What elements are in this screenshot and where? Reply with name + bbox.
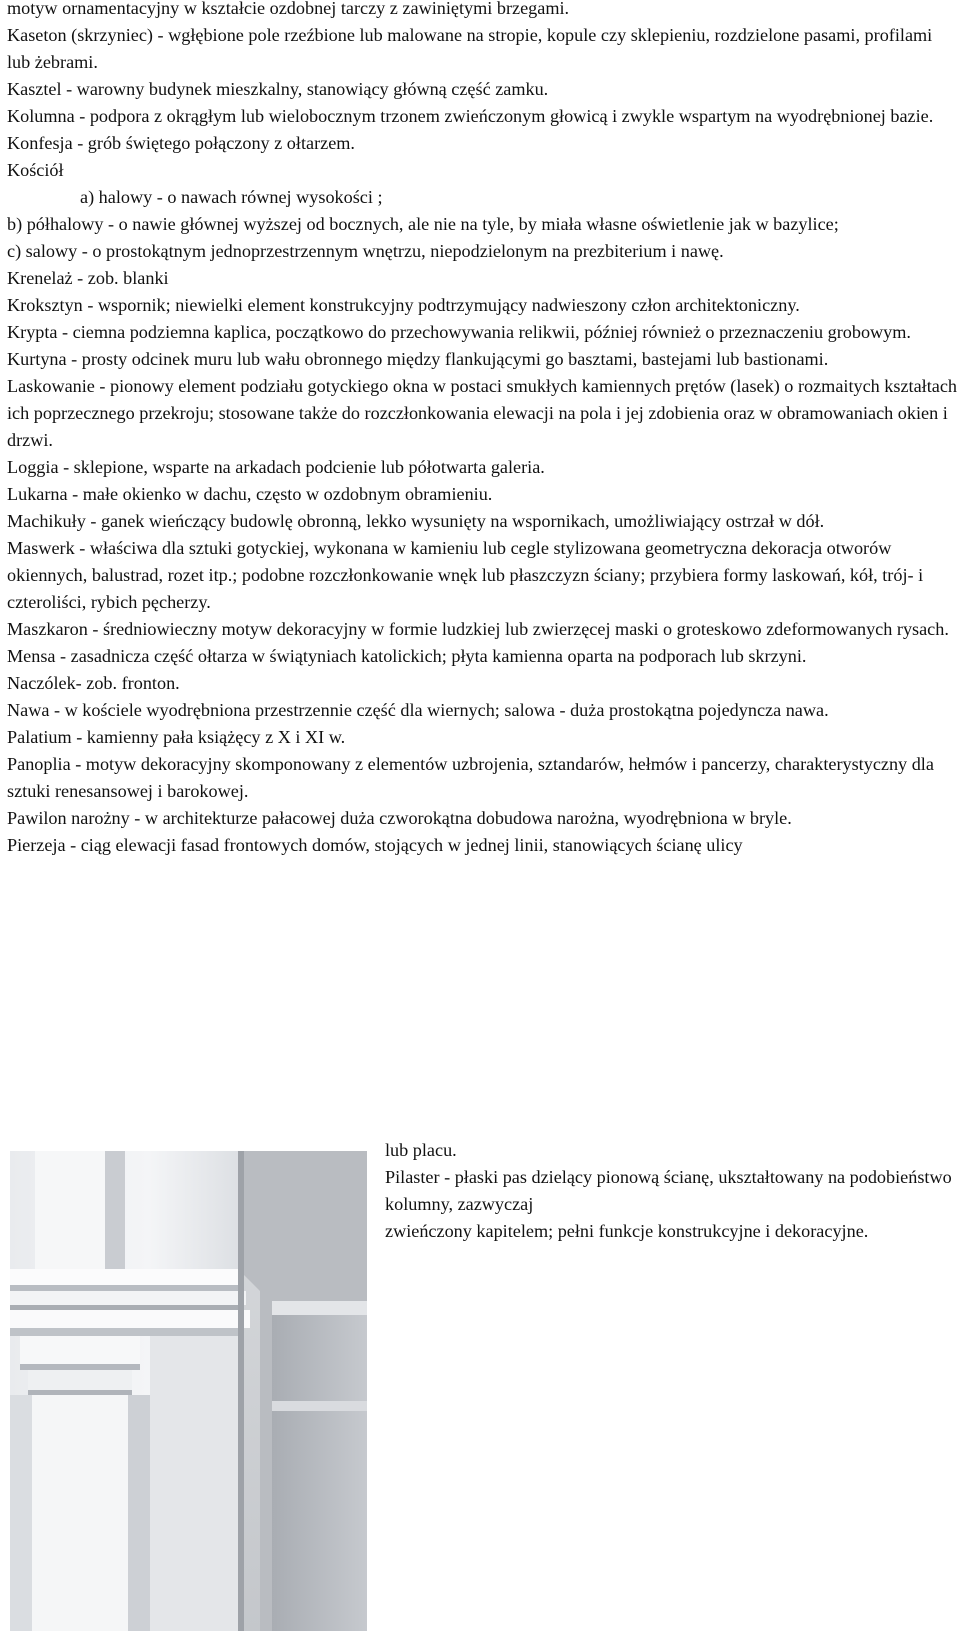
entry-pawilon-narozny: Pawilon narożny - w architekturze pałacowej duża czworokątna dobudowa narożna, wyodrębniona w bryle. bbox=[7, 808, 792, 828]
entry-naczolek: Naczólek- zob. fronton. bbox=[7, 673, 180, 693]
entry-machikuly: Machikuły - ganek wieńczący budowlę obronną, lekko wysunięty na wspornikach, umożliwiający ostrzał w dół. bbox=[7, 511, 825, 531]
entry-maszkaron: Maszkaron - średniowieczny motyw dekoracyjny w formie ludzkiej lub zwierzęcej maski o groteskowo zdeformowanych rysach. bbox=[7, 619, 949, 639]
entry-kosciol-salowy: c) salowy - o prostokątnym jednoprzestrzennym wnętrzu, niepodzielonym na prezbiterium i nawę. bbox=[7, 241, 724, 261]
entry-mensa: Mensa - zasadnicza część ołtarza w świątyniach katolickich; płyta kamienna oparta na podporach lub skrzyni. bbox=[7, 646, 807, 666]
entry-lukarna: Lukarna - małe okienko w dachu, często w ozdobnym obramieniu. bbox=[7, 484, 493, 504]
entry-kroksztyn: Kroksztyn - wspornik; niewielki element konstrukcyjny podtrzymujący nadwieszony człon architektoniczny. bbox=[7, 295, 800, 315]
glossary-text bbox=[7, 0, 957, 859]
entry-krypta: Krypta - ciemna podziemna kaplica, początkowo do przechowywania relikwii, później również o przeznaczeniu grobowym. bbox=[7, 322, 911, 342]
entry-kosciol-polhalowy: b) półhalowy - o nawie głównej wyższej od bocznych, ale nie na tyle, by miała własne oświetlenie jak w bazylice; bbox=[7, 214, 839, 234]
entry-kasztel: Kasztel - warowny budynek mieszkalny, stanowiący główną część zamku. bbox=[7, 79, 549, 99]
entry-pilaster-part1: Pilaster - płaski pas dzielący pionową ścianę, ukształtowany na podobieństwo kolumny, zazwyczaj bbox=[385, 1167, 952, 1214]
entry-pierzeja: Pierzeja - ciąg elewacji fasad frontowych domów, stojących w jednej linii, stanowiących ścianę ulicy bbox=[7, 835, 743, 855]
entry-kosciol-halowy: a) halowy - o nawach równej wysokości ; bbox=[80, 187, 383, 207]
entry-loggia: Loggia - sklepione, wsparte na arkadach podcienie lub półotwarta galeria. bbox=[7, 457, 545, 477]
entry-kurtyna: Kurtyna - prosty odcinek muru lub wału obronnego między flankującymi go basztami, bastejami lub bastionami. bbox=[7, 349, 829, 369]
entry-konfesja: Konfesja - grób świętego połączony z ołtarzem. bbox=[7, 133, 355, 153]
entry-maswerk: Maswerk - właściwa dla sztuki gotyckiej, wykonana w kamieniu lub cegle stylizowana geometryczna dekoracja otworów okiennych, balustrad, rozet itp.; podobne rozczłonkowanie wnęk lub płaszczyzn ściany; przybiera formy laskowań, kół, trój- i czteroliści, rybich pęcherzy. bbox=[7, 538, 924, 612]
entry-kolumna: Kolumna - podpora z okrągłym lub wielobocznym trzonem zwieńczonym głowicą i zwykle wspartym na wyodrębnionej bazie. bbox=[7, 106, 934, 126]
entry-panoplia: Panoplia - motyw dekoracyjny skomponowany z elementów uzbrojenia, sztandarów, hełmów i pancerzy, charakterystyczny dla sztuki renesansowej i barokowej. bbox=[7, 754, 934, 801]
entry-nawa: Nawa - w kościele wyodrębniona przestrzennie część dla wiernych; salowa - duża prostokątna pojedyncza nawa. bbox=[7, 700, 829, 720]
entry-pierzeja-tail: lub placu. bbox=[385, 1140, 457, 1160]
entry-pilaster-part2: zwieńczony kapitelem; pełni funkcje konstrukcyjne i dekoracyjne. bbox=[385, 1221, 869, 1241]
entry-kosciol: Kościół bbox=[7, 160, 64, 180]
pilaster-entry-column bbox=[385, 1137, 955, 1245]
entry-kaseton: Kaseton (skrzyniec) - wgłębione pole rzeźbione lub malowane na stropie, kopule czy sklepieniu, rozdzielone pasami, profilami lub żebrami. bbox=[7, 25, 933, 72]
entry-laskowanie: Laskowanie - pionowy element podziału gotyckiego okna w postaci smukłych kamiennych prętów (lasek) o rozmaitych kształtach ich poprzecznego przekroju; stosowane także do rozczłonkowania elewacji na pola i jej zdobienia oraz w obramowaniach okien i drzwi. bbox=[7, 376, 958, 450]
entry-krenelaz: Krenelaż - zob. blanki bbox=[7, 268, 169, 288]
pilaster-photo bbox=[10, 1151, 367, 1631]
entry-palatium: Palatium - kamienny pała książęcy z X i XI w. bbox=[7, 727, 346, 747]
entry-kartusz-tail: motyw ornamentacyjny w kształcie ozdobnej tarczy z zawiniętymi brzegami. bbox=[7, 0, 570, 18]
